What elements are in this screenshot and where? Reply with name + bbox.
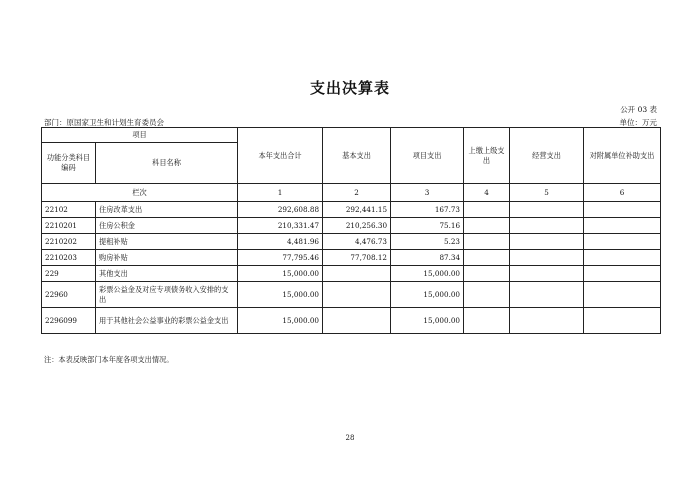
subject-name-cell: 用于其他社会公益事业的彩票公益金支出: [96, 308, 238, 334]
upper-cell: [464, 282, 510, 308]
basic-cell: 77,708.12: [323, 250, 391, 266]
total-cell: 4,481.96: [238, 234, 323, 250]
total-cell: 77,795.46: [238, 250, 323, 266]
project-cell: 15,000.00: [391, 282, 464, 308]
project-cell: 75.16: [391, 218, 464, 234]
func-code-cell: 22960: [42, 282, 96, 308]
col-index-5: 5: [510, 184, 584, 202]
header-total: 本年支出合计: [238, 128, 323, 184]
form-number: 公开 03 表: [620, 105, 657, 114]
total-cell: 15,000.00: [238, 282, 323, 308]
col-index-1: 1: [238, 184, 323, 202]
subsidy-cell: [584, 202, 661, 218]
func-code-cell: 2210203: [42, 250, 96, 266]
table-row: [42, 308, 661, 334]
func-code-cell: 229: [42, 266, 96, 282]
upper-cell: [464, 308, 510, 334]
total-cell: 15,000.00: [238, 266, 323, 282]
basic-cell: [323, 266, 391, 282]
page-number: 28: [345, 434, 355, 442]
project-cell: 15,000.00: [391, 308, 464, 334]
func-code-cell: 22102: [42, 202, 96, 218]
col-index-3: 3: [391, 184, 464, 202]
project-cell: 15,000.00: [391, 266, 464, 282]
subject-name-cell: 住房公积金: [96, 218, 238, 234]
subsidy-cell: [584, 308, 661, 334]
footnote: 注：本表反映部门本年度各项支出情况。: [44, 355, 174, 364]
expenditure-table: [41, 127, 661, 334]
project-cell: 5.23: [391, 234, 464, 250]
func-code-cell: 2296099: [42, 308, 96, 334]
subject-name-cell: 住房改革支出: [96, 202, 238, 218]
table-row: [42, 218, 661, 234]
header-upper: 上缴上级支出: [464, 128, 510, 184]
upper-cell: [464, 234, 510, 250]
header-basic: 基本支出: [323, 128, 391, 184]
subject-name-cell: 购房补贴: [96, 250, 238, 266]
header-item: 项目: [42, 128, 238, 143]
upper-cell: [464, 266, 510, 282]
header-subject-name: 科目名称: [96, 143, 238, 184]
subject-name-cell: 彩票公益金及对应专项债务收入安排的支出: [96, 282, 238, 308]
col-index-4: 4: [464, 184, 510, 202]
business-cell: [510, 202, 584, 218]
subsidy-cell: [584, 250, 661, 266]
header-func-code: 功能分类科目编码: [42, 143, 96, 184]
table-row: [42, 234, 661, 250]
unit-label: 单位：万元: [619, 118, 657, 127]
column-index-row: [42, 184, 661, 202]
subject-name-cell: 其他支出: [96, 266, 238, 282]
total-cell: 210,331.47: [238, 218, 323, 234]
business-cell: [510, 282, 584, 308]
project-cell: 167.73: [391, 202, 464, 218]
business-cell: [510, 266, 584, 282]
basic-cell: [323, 308, 391, 334]
business-cell: [510, 234, 584, 250]
subsidy-cell: [584, 266, 661, 282]
col-index-6: 6: [584, 184, 661, 202]
subsidy-cell: [584, 218, 661, 234]
func-code-cell: 2210201: [42, 218, 96, 234]
subsidy-cell: [584, 234, 661, 250]
basic-cell: 292,441.15: [323, 202, 391, 218]
func-code-cell: 2210202: [42, 234, 96, 250]
subject-name-cell: 提租补贴: [96, 234, 238, 250]
table-row: [42, 282, 661, 308]
business-cell: [510, 218, 584, 234]
subsidy-cell: [584, 282, 661, 308]
business-cell: [510, 250, 584, 266]
header-subsidy: 对附属单位补助支出: [584, 128, 661, 184]
table-row: [42, 202, 661, 218]
upper-cell: [464, 218, 510, 234]
col-index-2: 2: [323, 184, 391, 202]
upper-cell: [464, 250, 510, 266]
project-cell: 87.34: [391, 250, 464, 266]
upper-cell: [464, 202, 510, 218]
header-business: 经营支出: [510, 128, 584, 184]
page-title: 支出决算表: [309, 79, 390, 97]
total-cell: 15,000.00: [238, 308, 323, 334]
basic-cell: 210,256.30: [323, 218, 391, 234]
department-label: 部门：原国家卫生和计划生育委员会: [44, 118, 164, 127]
basic-cell: [323, 282, 391, 308]
total-cell: 292,608.88: [238, 202, 323, 218]
table-row: [42, 250, 661, 266]
header-row: [42, 128, 661, 143]
header-project: 项目支出: [391, 128, 464, 184]
table-row: [42, 266, 661, 282]
business-cell: [510, 308, 584, 334]
basic-cell: 4,476.73: [323, 234, 391, 250]
lanci-label: 栏次: [42, 184, 238, 202]
